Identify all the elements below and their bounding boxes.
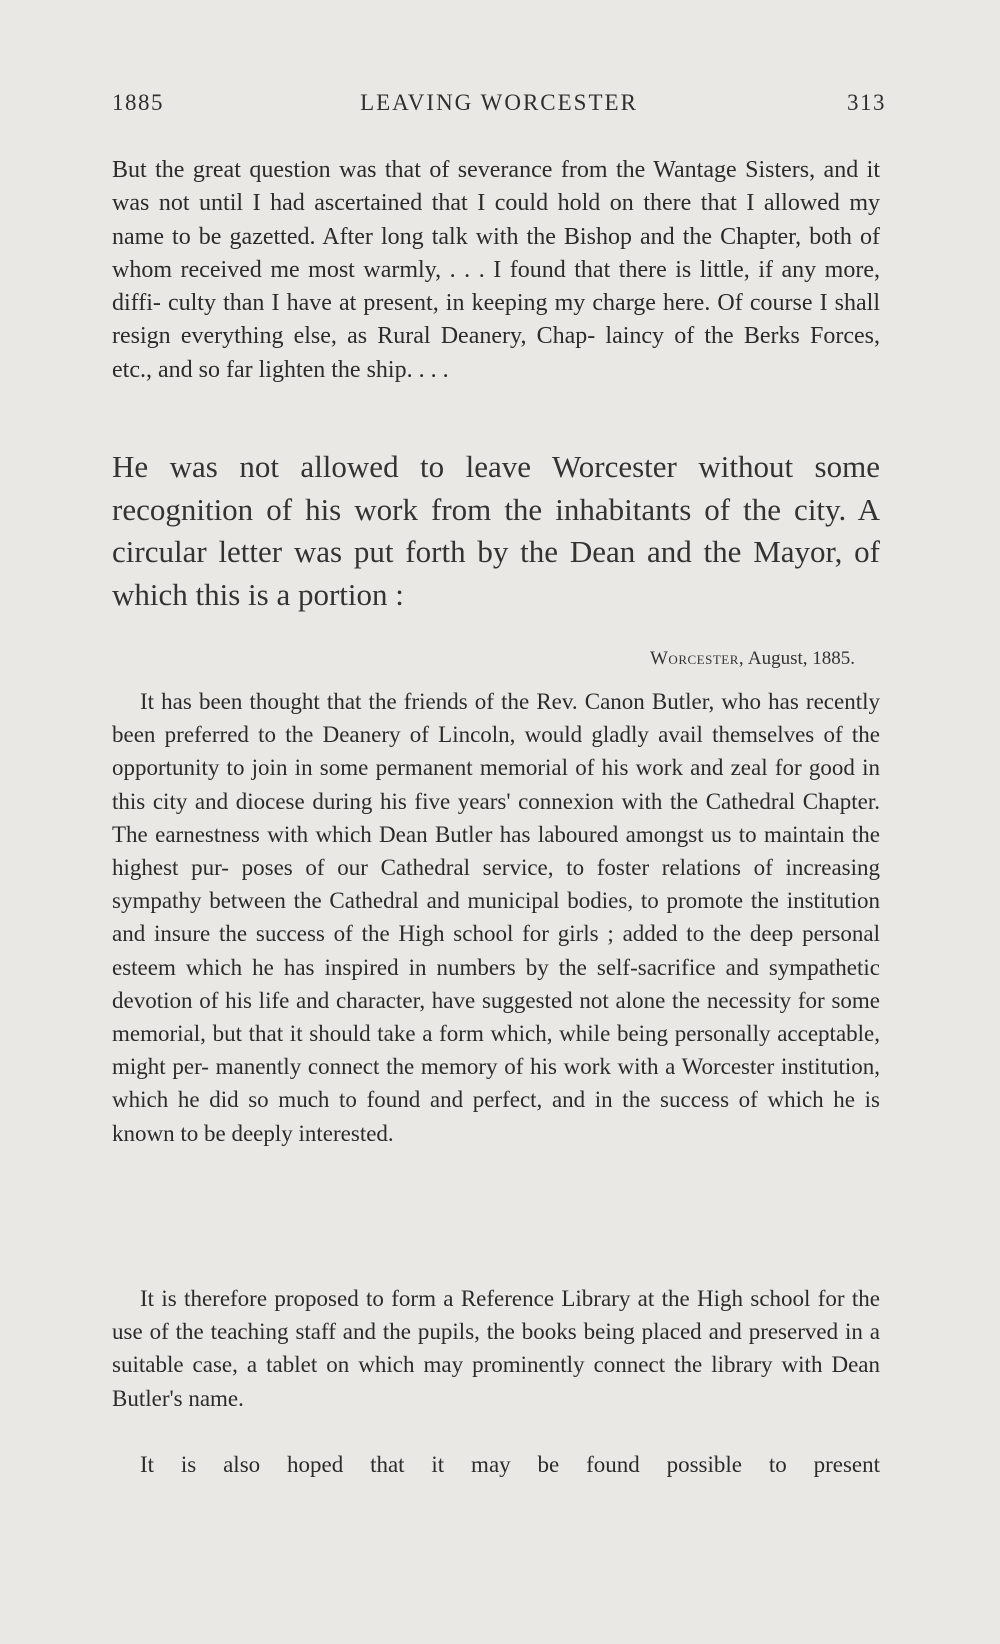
circular-letter-paragraph-2	[112, 1282, 880, 1415]
circular-letter-text-3: It is also hoped that it may be found possible to present	[140, 1452, 880, 1477]
page-number: 313	[847, 90, 886, 115]
header-year: 1885	[112, 90, 164, 115]
narrative-paragraph: He was not allowed to leave Worcester without some recognition of his work from the inhabitants of the city. A circular letter was put forth by the Dean and the Mayor, of which this is a portion :	[112, 449, 880, 612]
dateline-place: Worcester,	[650, 648, 745, 669]
circular-letter-text-2: It is therefore proposed to form a Reference Library at the High school for the use of the teaching staff and the pupils, the books being placed and preserved in a suitable case, a tablet on which may prominently connect the library with Dean Butler's name.	[112, 1286, 880, 1411]
quoted-letter-excerpt: But the great question was that of severance from the Wantage Sisters, and it was not until I had ascertained that I could hold on there that I allowed my name to be gazetted. After long talk with the Bishop and the Chapter, both of whom received me most warmly, . . . I found that there is little, if any more, diffi- culty than I have at present, in keeping my charge here. Of course I shall resign everything else, as Rural Deanery, Chap- laincy of the Berks Forces, etc., and so far lighten the ship. . . .	[112, 157, 880, 383]
circular-letter-text-1: It has been thought that the friends of the Rev. Canon Butler, who has recently been preferred to the Deanery of Lincoln, would gladly avail themselves of the opportunity to join in some permanent memorial of his work and zeal for good in this city and diocese during his five years' connexion with the Cathedral Chapter. The earnestness with which Dean Butler has laboured amongst us to maintain the highest pur- poses of our Cathedral service, to foster relations of increasing sympathy between the Cathedral and municipal bodies, to promote the institution and insure the success of the High school for girls ; added to the deep personal esteem which he has inspired in numbers by the self-sacrifice and sympathetic devotion of his life and character, have suggested not alone the necessity for some memorial, but that it should take a form which, while being personally acceptable, might per- manently connect the memory of his work with a Worcester institution, which he did so much to found and perfect, and in the success of which he is known to be deeply interested.	[112, 689, 880, 1146]
letter-dateline	[650, 648, 855, 670]
circular-letter-paragraph-1	[112, 685, 880, 1150]
chapter-title: LEAVING WORCESTER	[360, 90, 638, 115]
dateline-date: August, 1885.	[747, 648, 855, 669]
running-header	[112, 90, 886, 124]
circular-letter-paragraph-3	[112, 1448, 880, 1481]
